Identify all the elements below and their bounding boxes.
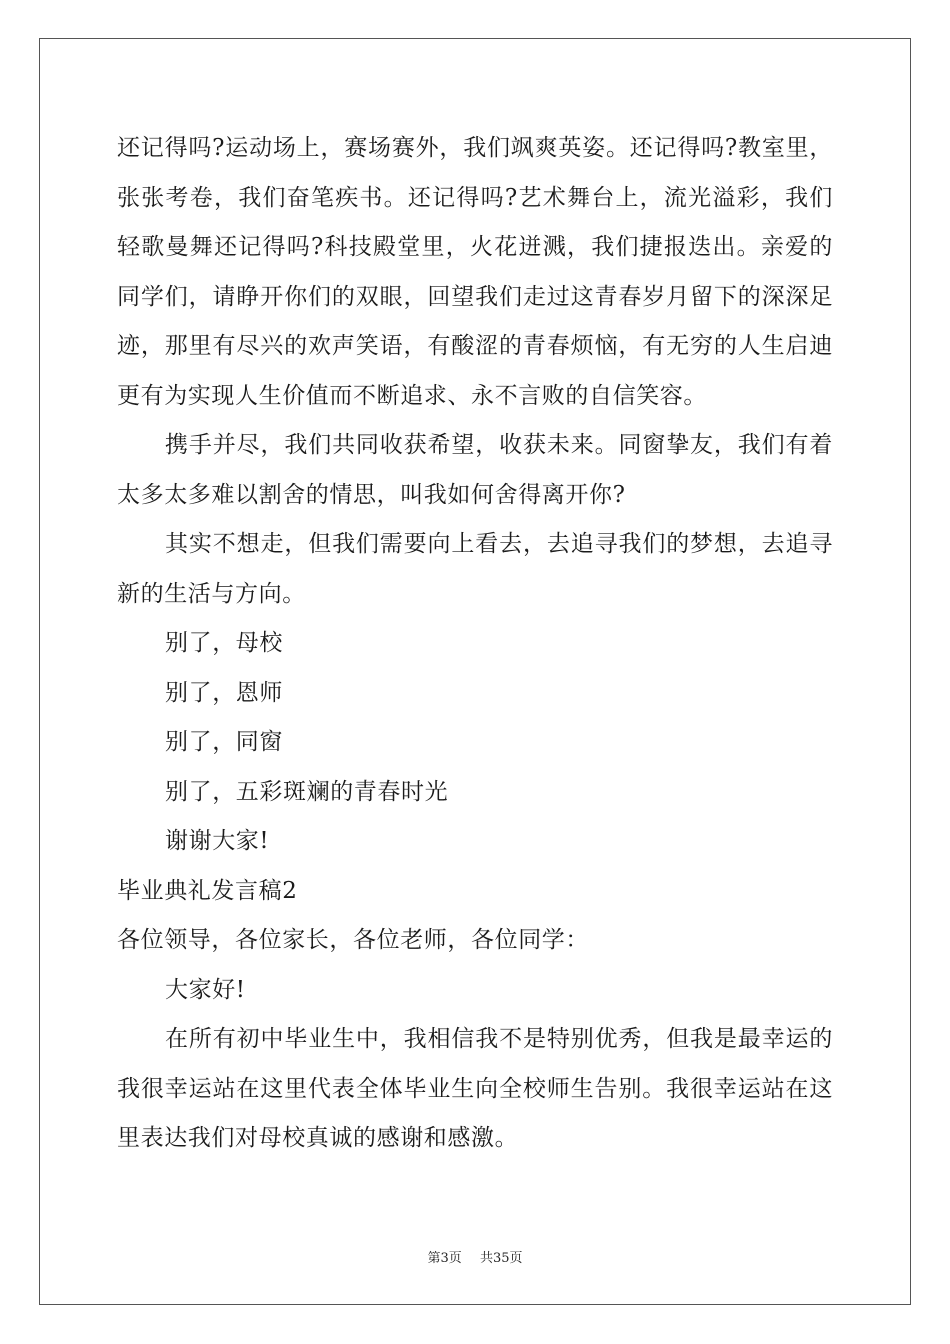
paragraph-3: 其实不想走，但我们需要向上看去，去追寻我们的梦想，去追寻新的生活与方向。 [117,531,833,607]
paragraph-1: 还记得吗?运动场上，赛场赛外，我们飒爽英姿。还记得吗?教室里，张张考卷，我们奋笔疾书。还记得吗?艺术舞台上，流光溢彩，我们轻歌曼舞还记得吗?科技殿堂里，火花迸溅，我们捷报迭出。亲爱的同学们，请睁开你们的双眼，回望我们走过这青春岁月留下的深深足迹，那里有尽兴的欢声笑语，有酸涩的青春烦恼，有无穷的人生启迪更有为实现人生价值而不断追求、永不言败的自信笑容。 [117,135,833,409]
salutation: 各位领导，各位家长，各位老师，各位同学： [117,927,589,953]
page-footer [0,1247,950,1266]
farewell-line-3: 别了，同窗 [165,729,283,755]
paragraph-2: 携手并尽，我们共同收获希望，收获未来。同窗挚友，我们有着太多太多难以割舍的情思，叫我如何舍得离开你? [117,432,833,508]
farewell-line-1: 别了，母校 [165,630,283,656]
thanks-line: 谢谢大家! [165,828,270,854]
page-number: 第3页 [427,1251,462,1266]
paragraph-body: 在所有初中毕业生中，我相信我不是特别优秀，但我是最幸运的我很幸运站在这里代表全体毕业生向全校师生告别。我很幸运站在这里表达我们对母校真诚的感谢和感激。 [117,1026,833,1151]
greeting: 大家好! [165,976,246,1003]
farewell-line-2: 别了，恩师 [165,679,283,706]
farewell-line-4: 别了，五彩斑斓的青春时光 [165,778,449,805]
document-body [117,124,833,1164]
section-title: 毕业典礼发言稿2 [117,877,298,904]
page-total: 共35页 [479,1251,523,1266]
